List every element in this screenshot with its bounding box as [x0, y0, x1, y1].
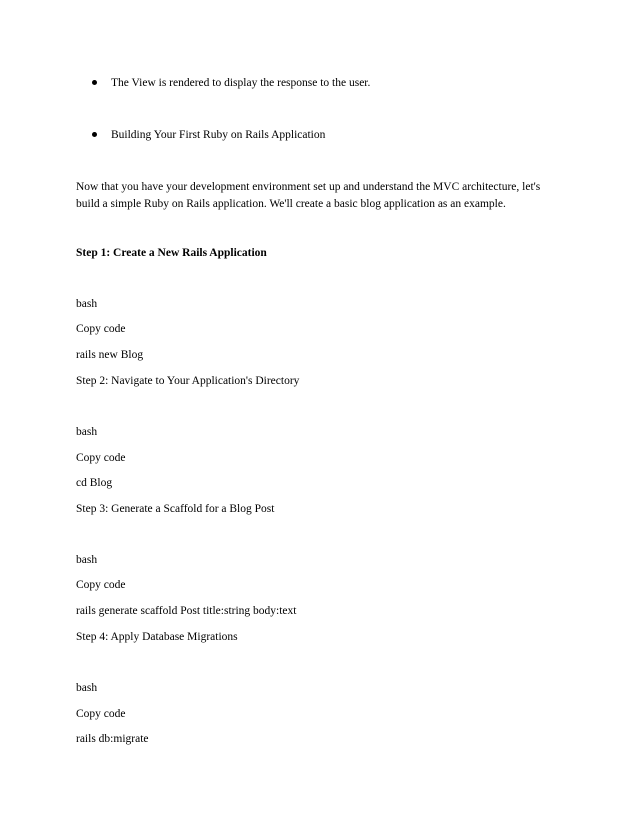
step-heading: Step 1: Create a New Rails Application [76, 247, 267, 259]
code-command: rails generate scaffold Post title:string body:text [76, 605, 297, 617]
copy-code-label: Copy code [76, 708, 126, 720]
step-heading: Step 2: Navigate to Your Application's Directory [76, 375, 300, 387]
copy-code-label: Copy code [76, 452, 126, 464]
code-language-label: bash [76, 426, 98, 438]
bullet-icon [92, 80, 97, 85]
code-language-label: bash [76, 554, 98, 566]
copy-code-label: Copy code [76, 323, 126, 335]
copy-code-label: Copy code [76, 579, 126, 591]
code-language-label: bash [76, 298, 98, 310]
step-heading: Step 4: Apply Database Migrations [76, 631, 238, 643]
code-command: rails db:migrate [76, 733, 149, 745]
code-command: rails new Blog [76, 349, 144, 361]
bullet-item [92, 128, 325, 142]
bullet-text: Building Your First Ruby on Rails Application [111, 129, 326, 141]
bullet-icon [92, 132, 97, 137]
code-language-label: bash [76, 682, 98, 694]
intro-line: build a simple Ruby on Rails application. We'll create a basic blog application as an example. [76, 198, 506, 210]
step-heading: Step 3: Generate a Scaffold for a Blog Post [76, 503, 275, 515]
intro-line: Now that you have your development environment set up and understand the MVC architecture, let's [76, 181, 541, 193]
bullet-item [92, 76, 370, 90]
code-command: cd Blog [76, 477, 113, 489]
bullet-text: The View is rendered to display the response to the user. [111, 77, 371, 89]
